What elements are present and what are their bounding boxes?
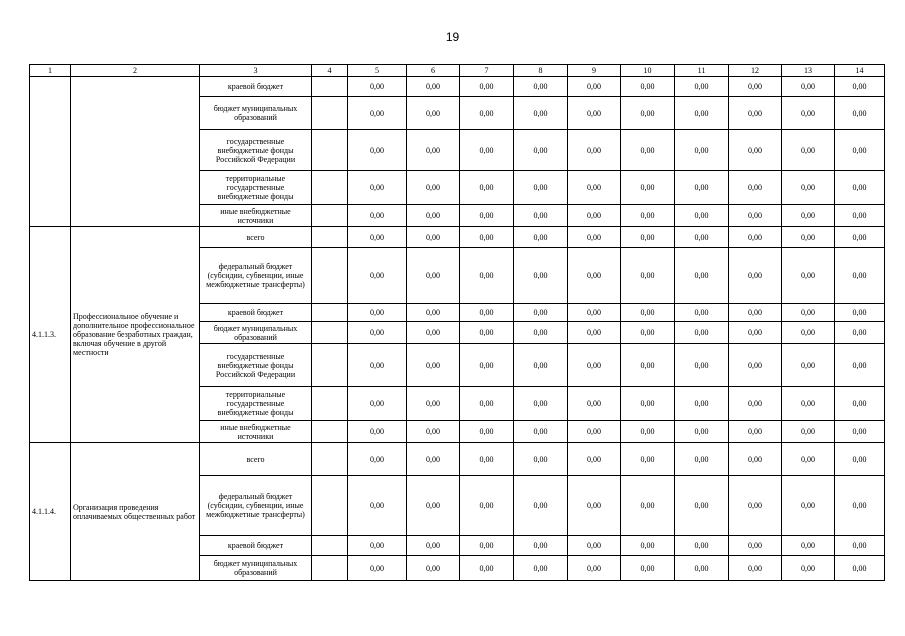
value-cell: 0,00 (348, 387, 407, 421)
column-4-cell (312, 97, 348, 130)
value-cell: 0,00 (514, 205, 568, 227)
value-cell: 0,00 (782, 227, 835, 248)
value-cell: 0,00 (835, 227, 885, 248)
value-cell: 0,00 (729, 421, 782, 443)
table-row (30, 227, 885, 248)
value-cell: 0,00 (621, 344, 675, 387)
value-cell: 0,00 (621, 476, 675, 536)
value-cell: 0,00 (568, 387, 621, 421)
value-cell: 0,00 (514, 130, 568, 171)
value-cell: 0,00 (782, 536, 835, 556)
measure-code: 4.1.1.3. (30, 227, 71, 443)
value-cell: 0,00 (729, 227, 782, 248)
funding-source: краевой бюджет (200, 77, 312, 97)
value-cell: 0,00 (729, 387, 782, 421)
column-header: 13 (782, 65, 835, 77)
value-cell: 0,00 (675, 344, 729, 387)
value-cell: 0,00 (835, 77, 885, 97)
value-cell: 0,00 (460, 205, 514, 227)
table-row (30, 77, 885, 97)
value-cell: 0,00 (568, 421, 621, 443)
value-cell: 0,00 (782, 171, 835, 205)
value-cell: 0,00 (675, 421, 729, 443)
column-4-cell (312, 476, 348, 536)
value-cell: 0,00 (835, 304, 885, 322)
value-cell: 0,00 (835, 130, 885, 171)
value-cell: 0,00 (835, 421, 885, 443)
value-cell: 0,00 (675, 322, 729, 344)
value-cell: 0,00 (675, 130, 729, 171)
column-header: 6 (407, 65, 460, 77)
value-cell: 0,00 (348, 421, 407, 443)
column-4-cell (312, 421, 348, 443)
column-4-cell (312, 304, 348, 322)
column-4-cell (312, 205, 348, 227)
value-cell: 0,00 (568, 171, 621, 205)
column-header: 7 (460, 65, 514, 77)
value-cell: 0,00 (514, 476, 568, 536)
value-cell: 0,00 (782, 476, 835, 536)
value-cell: 0,00 (460, 536, 514, 556)
value-cell: 0,00 (460, 304, 514, 322)
column-header: 12 (729, 65, 782, 77)
value-cell: 0,00 (348, 476, 407, 536)
column-header: 4 (312, 65, 348, 77)
value-cell: 0,00 (675, 97, 729, 130)
value-cell: 0,00 (460, 387, 514, 421)
value-cell: 0,00 (568, 248, 621, 304)
value-cell: 0,00 (460, 443, 514, 476)
column-header: 3 (200, 65, 312, 77)
value-cell: 0,00 (348, 556, 407, 581)
value-cell: 0,00 (621, 443, 675, 476)
value-cell: 0,00 (407, 205, 460, 227)
value-cell: 0,00 (348, 171, 407, 205)
funding-source: федеральный бюджет (субсидии, субвенции, иные межбюджетные трансферты) (200, 476, 312, 536)
value-cell: 0,00 (407, 304, 460, 322)
value-cell: 0,00 (568, 205, 621, 227)
value-cell: 0,00 (729, 322, 782, 344)
value-cell: 0,00 (782, 205, 835, 227)
value-cell: 0,00 (568, 304, 621, 322)
value-cell: 0,00 (407, 556, 460, 581)
value-cell: 0,00 (621, 536, 675, 556)
value-cell: 0,00 (348, 322, 407, 344)
column-header: 8 (514, 65, 568, 77)
value-cell: 0,00 (675, 304, 729, 322)
value-cell: 0,00 (348, 130, 407, 171)
value-cell: 0,00 (514, 248, 568, 304)
value-cell: 0,00 (514, 77, 568, 97)
funding-source: территориальные государственные внебюджетные фонды (200, 171, 312, 205)
value-cell: 0,00 (675, 387, 729, 421)
column-header: 2 (71, 65, 200, 77)
column-4-cell (312, 443, 348, 476)
value-cell: 0,00 (407, 421, 460, 443)
value-cell: 0,00 (348, 443, 407, 476)
value-cell: 0,00 (675, 227, 729, 248)
value-cell: 0,00 (407, 97, 460, 130)
value-cell: 0,00 (568, 77, 621, 97)
value-cell: 0,00 (514, 556, 568, 581)
value-cell: 0,00 (568, 443, 621, 476)
column-header: 14 (835, 65, 885, 77)
value-cell: 0,00 (621, 387, 675, 421)
value-cell: 0,00 (621, 97, 675, 130)
measure-title: Профессиональное обучение и дополнительное профессиональное образование безработных граждан, включая обучение в другой местности (71, 227, 200, 443)
value-cell: 0,00 (348, 536, 407, 556)
funding-source: бюджет муниципальных образований (200, 97, 312, 130)
value-cell: 0,00 (675, 77, 729, 97)
column-4-cell (312, 536, 348, 556)
value-cell: 0,00 (675, 205, 729, 227)
column-4-cell (312, 227, 348, 248)
funding-source: иные внебюджетные источники (200, 205, 312, 227)
value-cell: 0,00 (568, 344, 621, 387)
value-cell: 0,00 (835, 536, 885, 556)
value-cell: 0,00 (460, 130, 514, 171)
value-cell: 0,00 (460, 421, 514, 443)
value-cell: 0,00 (782, 248, 835, 304)
column-4-cell (312, 171, 348, 205)
value-cell: 0,00 (568, 476, 621, 536)
value-cell: 0,00 (514, 304, 568, 322)
value-cell: 0,00 (621, 421, 675, 443)
value-cell: 0,00 (407, 77, 460, 97)
value-cell: 0,00 (348, 205, 407, 227)
value-cell: 0,00 (568, 556, 621, 581)
value-cell: 0,00 (514, 322, 568, 344)
value-cell: 0,00 (782, 387, 835, 421)
value-cell: 0,00 (675, 171, 729, 205)
value-cell: 0,00 (407, 476, 460, 536)
column-4-cell (312, 77, 348, 97)
value-cell: 0,00 (729, 476, 782, 536)
measure-code (30, 77, 71, 227)
value-cell: 0,00 (407, 443, 460, 476)
column-header: 5 (348, 65, 407, 77)
value-cell: 0,00 (835, 556, 885, 581)
funding-source: федеральный бюджет (субсидии, субвенции, иные межбюджетные трансферты) (200, 248, 312, 304)
measure-title: Организация проведения оплачиваемых общественных работ (71, 443, 200, 581)
value-cell: 0,00 (460, 476, 514, 536)
value-cell: 0,00 (835, 387, 885, 421)
value-cell: 0,00 (675, 556, 729, 581)
value-cell: 0,00 (675, 248, 729, 304)
value-cell: 0,00 (729, 344, 782, 387)
funding-source: всего (200, 443, 312, 476)
value-cell: 0,00 (729, 77, 782, 97)
funding-source: территориальные государственные внебюджетные фонды (200, 387, 312, 421)
funding-source: краевой бюджет (200, 536, 312, 556)
value-cell: 0,00 (835, 476, 885, 536)
value-cell: 0,00 (407, 322, 460, 344)
funding-source: бюджет муниципальных образований (200, 556, 312, 581)
value-cell: 0,00 (514, 387, 568, 421)
column-header: 9 (568, 65, 621, 77)
funding-source: бюджет муниципальных образований (200, 322, 312, 344)
value-cell: 0,00 (348, 97, 407, 130)
column-4-cell (312, 248, 348, 304)
value-cell: 0,00 (782, 97, 835, 130)
value-cell: 0,00 (514, 171, 568, 205)
value-cell: 0,00 (568, 536, 621, 556)
value-cell: 0,00 (621, 227, 675, 248)
value-cell: 0,00 (348, 304, 407, 322)
column-4-cell (312, 556, 348, 581)
value-cell: 0,00 (782, 443, 835, 476)
value-cell: 0,00 (835, 248, 885, 304)
value-cell: 0,00 (568, 130, 621, 171)
value-cell: 0,00 (460, 556, 514, 581)
value-cell: 0,00 (782, 130, 835, 171)
value-cell: 0,00 (782, 77, 835, 97)
value-cell: 0,00 (675, 536, 729, 556)
value-cell: 0,00 (729, 171, 782, 205)
value-cell: 0,00 (514, 97, 568, 130)
column-4-cell (312, 130, 348, 171)
value-cell: 0,00 (782, 304, 835, 322)
value-cell: 0,00 (835, 205, 885, 227)
value-cell: 0,00 (621, 205, 675, 227)
value-cell: 0,00 (729, 304, 782, 322)
value-cell: 0,00 (621, 304, 675, 322)
value-cell: 0,00 (568, 97, 621, 130)
value-cell: 0,00 (835, 322, 885, 344)
value-cell: 0,00 (460, 97, 514, 130)
value-cell: 0,00 (782, 322, 835, 344)
value-cell: 0,00 (729, 536, 782, 556)
value-cell: 0,00 (782, 344, 835, 387)
value-cell: 0,00 (348, 344, 407, 387)
funding-source: государственные внебюджетные фонды Российской Федерации (200, 130, 312, 171)
value-cell: 0,00 (568, 322, 621, 344)
value-cell: 0,00 (407, 536, 460, 556)
value-cell: 0,00 (407, 130, 460, 171)
value-cell: 0,00 (407, 344, 460, 387)
value-cell: 0,00 (460, 322, 514, 344)
value-cell: 0,00 (460, 227, 514, 248)
value-cell: 0,00 (407, 171, 460, 205)
value-cell: 0,00 (514, 227, 568, 248)
value-cell: 0,00 (835, 97, 885, 130)
funding-source: краевой бюджет (200, 304, 312, 322)
value-cell: 0,00 (835, 344, 885, 387)
column-header: 1 (30, 65, 71, 77)
value-cell: 0,00 (407, 248, 460, 304)
column-header: 11 (675, 65, 729, 77)
column-4-cell (312, 344, 348, 387)
column-4-cell (312, 387, 348, 421)
value-cell: 0,00 (407, 227, 460, 248)
value-cell: 0,00 (514, 421, 568, 443)
value-cell: 0,00 (621, 556, 675, 581)
page-number: 19 (445, 30, 460, 44)
table-row (30, 443, 885, 476)
column-4-cell (312, 322, 348, 344)
funding-source: иные внебюджетные источники (200, 421, 312, 443)
value-cell: 0,00 (348, 227, 407, 248)
value-cell: 0,00 (729, 443, 782, 476)
value-cell: 0,00 (460, 344, 514, 387)
funding-source: всего (200, 227, 312, 248)
value-cell: 0,00 (460, 77, 514, 97)
value-cell: 0,00 (621, 130, 675, 171)
value-cell: 0,00 (621, 77, 675, 97)
column-header: 10 (621, 65, 675, 77)
value-cell: 0,00 (675, 443, 729, 476)
value-cell: 0,00 (729, 248, 782, 304)
value-cell: 0,00 (835, 171, 885, 205)
value-cell: 0,00 (729, 97, 782, 130)
budget-table (29, 64, 885, 581)
value-cell: 0,00 (782, 421, 835, 443)
value-cell: 0,00 (460, 171, 514, 205)
value-cell: 0,00 (407, 387, 460, 421)
value-cell: 0,00 (621, 322, 675, 344)
value-cell: 0,00 (621, 171, 675, 205)
value-cell: 0,00 (729, 556, 782, 581)
value-cell: 0,00 (460, 248, 514, 304)
measure-code: 4.1.1.4. (30, 443, 71, 581)
value-cell: 0,00 (514, 536, 568, 556)
value-cell: 0,00 (835, 443, 885, 476)
funding-source: государственные внебюджетные фонды Российской Федерации (200, 344, 312, 387)
value-cell: 0,00 (568, 227, 621, 248)
value-cell: 0,00 (514, 344, 568, 387)
header-row (30, 65, 885, 77)
value-cell: 0,00 (729, 130, 782, 171)
value-cell: 0,00 (514, 443, 568, 476)
value-cell: 0,00 (782, 556, 835, 581)
value-cell: 0,00 (348, 248, 407, 304)
value-cell: 0,00 (729, 205, 782, 227)
value-cell: 0,00 (348, 77, 407, 97)
value-cell: 0,00 (621, 248, 675, 304)
value-cell: 0,00 (675, 476, 729, 536)
measure-title (71, 77, 200, 227)
